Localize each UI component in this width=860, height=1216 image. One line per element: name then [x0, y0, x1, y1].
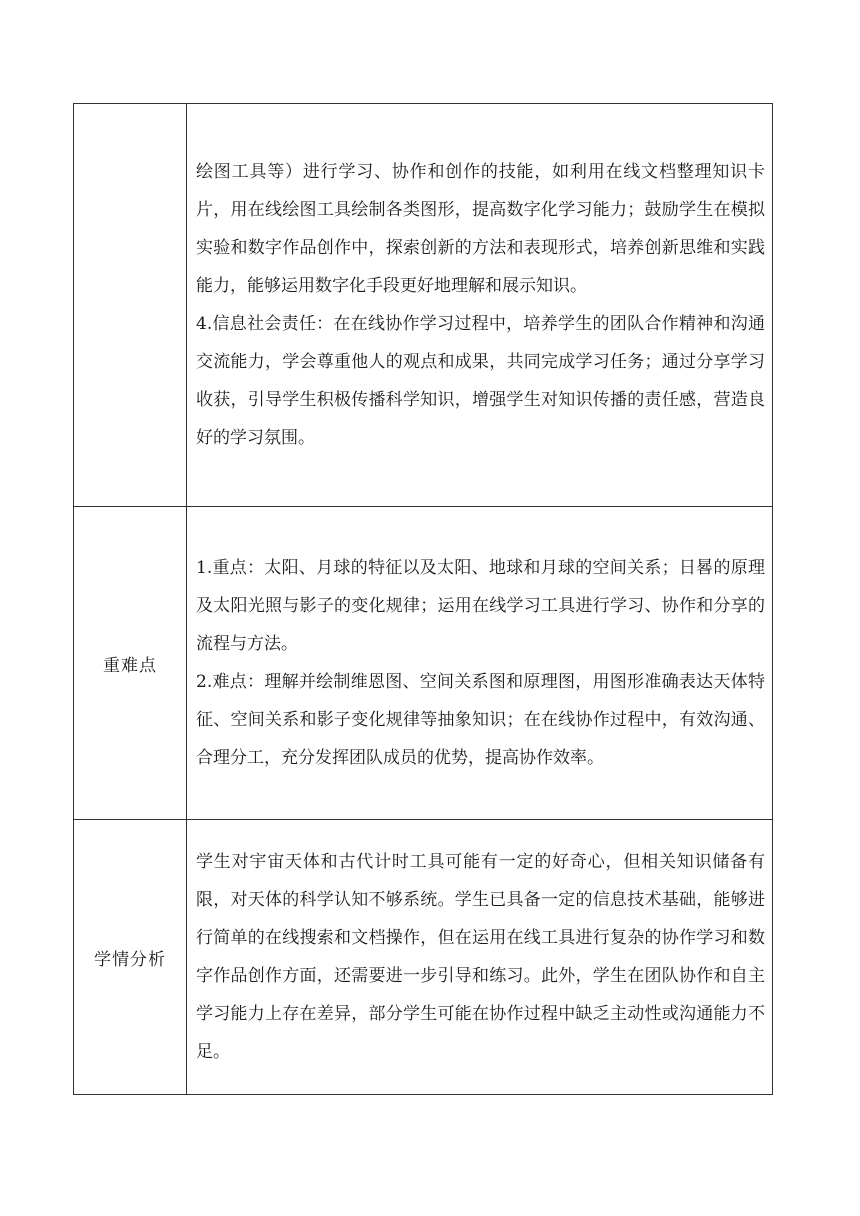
- paragraph: 学生对宇宙天体和古代计时工具可能有一定的好奇心，但相关知识储备有限，对天体的科学认知不够系统。学生已具备一定的信息技术基础，能够进行简单的在线搜索和文档操作，但在运用在线工具进行复杂的协作学习和数字作品创作方面，还需要进一步引导和练习。此外，学生在团队协作和自主学习能力上存在差异，部分学生可能在协作过程中缺乏主动性或沟通能力不足。: [196, 852, 765, 1062]
- paragraph: 绘图工具等）进行学习、协作和创作的技能，如利用在线文档整理知识卡片，用在线绘图工具绘制各类图形，提高数字化学习能力；鼓励学生在模拟实验和数字作品创作中，探索创新的方法和表现形式，培养创新思维和实践能力，能够运用数字化手段更好地理解和展示知识。: [196, 162, 765, 296]
- table-row: [74, 507, 773, 820]
- row-content: [187, 104, 773, 507]
- paragraph: 1.重点：太阳、月球的特征以及太阳、地球和月球的空间关系；日晷的原理及太阳光照与影子的变化规律；运用在线学习工具进行学习、协作和分享的流程与方法。: [196, 558, 765, 654]
- paragraph: 4.信息社会责任：在在线协作学习过程中，培养学生的团队合作精神和沟通交流能力，学会尊重他人的观点和成果，共同完成学习任务；通过分享学习收获，引导学生积极传播科学知识，增强学生对知识传播的责任感，营造良好的学习氛围。: [196, 314, 765, 448]
- table-row: [74, 820, 773, 1095]
- row-content: [187, 507, 773, 820]
- row-label-student-analysis: 学情分析: [74, 820, 187, 1095]
- row-label: [74, 104, 187, 507]
- table-row: [74, 104, 773, 507]
- lesson-plan-table: [73, 103, 773, 1095]
- row-label-key-difficult-points: 重难点: [74, 507, 187, 820]
- paragraph: 2.难点：理解并绘制维恩图、空间关系图和原理图，用图形准确表达天体特征、空间关系和影子变化规律等抽象知识；在在线协作过程中，有效沟通、合理分工，充分发挥团队成员的优势，提高协作效率。: [196, 672, 765, 768]
- row-content: [187, 820, 773, 1095]
